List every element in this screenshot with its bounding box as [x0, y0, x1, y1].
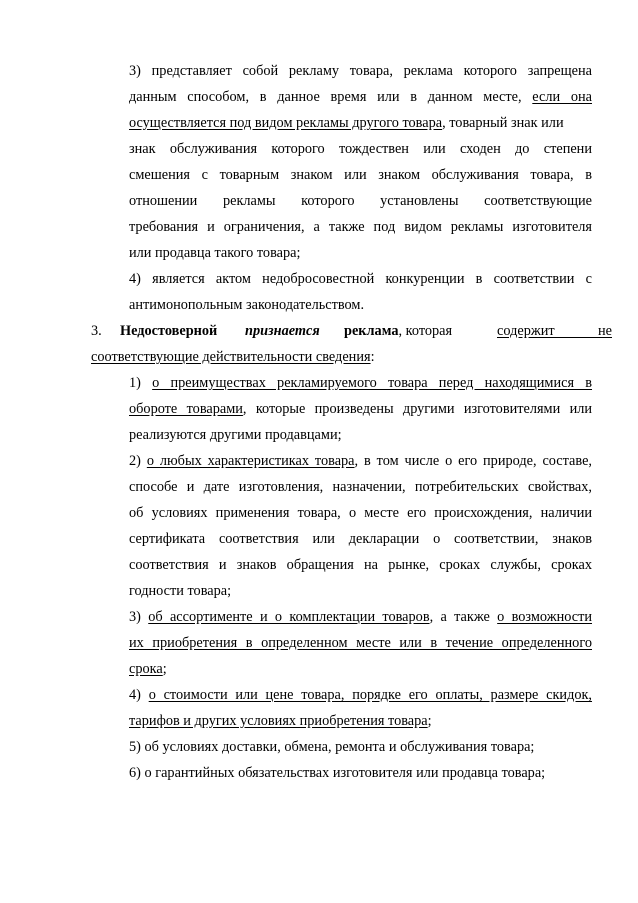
paragraph-line: тарифов и других условиях приобретения товара;: [129, 713, 432, 729]
section-heading-line: 3. Недостоверной признается реклама, которая содержит не: [91, 318, 612, 344]
underlined-text: содержит не: [497, 323, 612, 339]
underlined-text: срока: [129, 661, 163, 677]
paragraph-line: 2) о любых характеристиках товара, в том числе о его природе, составе,: [129, 453, 592, 469]
underlined-text: их приобретения в определенном месте или в течение определенного: [129, 635, 592, 651]
underlined-text: о преимуществах рекламируемого товара перед находящимися в: [152, 375, 593, 391]
paragraph-line: обороте товарами, которые произведены другими изготовителями или: [129, 401, 593, 417]
underlined-text: о любых характеристиках товара: [146, 453, 355, 469]
paragraph-line: [129, 630, 592, 656]
paragraph-line: смешения с товарным знаком или знаком обслуживания товара, в: [129, 167, 592, 183]
paragraph-line: сертификата соответствия или декларации о соответствии, знаков: [129, 531, 592, 547]
paragraph-line: или продавца такого товара;: [129, 245, 301, 261]
paragraph-line: 1) о преимуществах рекламируемого товара перед находящимися в: [129, 375, 593, 391]
underlined-text: об ассортименте и о комплектации товаров: [148, 609, 430, 625]
paragraph-line: знак обслуживания которого тождествен или сходен до степени: [129, 141, 592, 157]
paragraph-line: 4) является актом недобросовестной конкуренции в соответствии с: [129, 271, 592, 287]
paragraph-line: 3) представляет собой рекламу товара, реклама которого запрещена: [129, 63, 592, 79]
underlined-text: обороте товарами: [129, 401, 243, 417]
paragraph-line: срока;: [129, 661, 167, 677]
underlined-text: если она: [532, 89, 592, 105]
paragraph-line: соответствующие действительности сведения:: [91, 349, 375, 365]
bold-term: Недостоверной: [120, 323, 218, 339]
bold-italic-term: признается: [245, 323, 320, 339]
paragraph-line: способе и дате изготовления, назначении, потребительских свойствах,: [129, 479, 592, 495]
paragraph-line: 4) о стоимости или цене товара, порядке его оплаты, размере скидок,: [129, 687, 593, 703]
paragraph-line: осуществляется под видом рекламы другого товара, товарный знак или: [129, 115, 564, 131]
underlined-text: соответствующие действительности сведения: [91, 349, 371, 365]
paragraph-line: об условиях применения товара, о месте его происхождения, наличии: [129, 505, 592, 521]
underlined-text: осуществляется под видом рекламы другого товара: [129, 115, 443, 131]
paragraph-line: 5) об условиях доставки, обмена, ремонта и обслуживания товара;: [129, 739, 535, 755]
paragraph-line: реализуются другими продавцами;: [129, 427, 342, 443]
paragraph-line: антимонопольным законодательством.: [129, 297, 365, 313]
paragraph-line: требования и ограничения, а также под видом рекламы изготовителя: [129, 219, 592, 235]
paragraph-line: отношении рекламы которого установлены соответствующие: [129, 193, 592, 209]
paragraph-line: 3) об ассортименте и о комплектации товаров, а также о возможности: [129, 609, 592, 625]
paragraph-line: данным способом, в данное время или в данном месте, если она: [129, 89, 592, 105]
underlined-text: о стоимости или цене товара, порядке его оплаты, размере скидок,: [148, 687, 593, 703]
underlined-text: о возможности: [497, 609, 592, 625]
bold-term: реклама: [344, 323, 399, 339]
paragraph-line: годности товара;: [129, 583, 232, 599]
underlined-text: тарифов и других условиях приобретения товара: [129, 713, 428, 729]
paragraph-line: 6) о гарантийных обязательствах изготовителя или продавца товара;: [129, 765, 546, 781]
section-number: 3.: [91, 323, 102, 339]
paragraph-line: соответствия и знаков обращения на рынке, сроках службы, сроках: [129, 557, 592, 573]
